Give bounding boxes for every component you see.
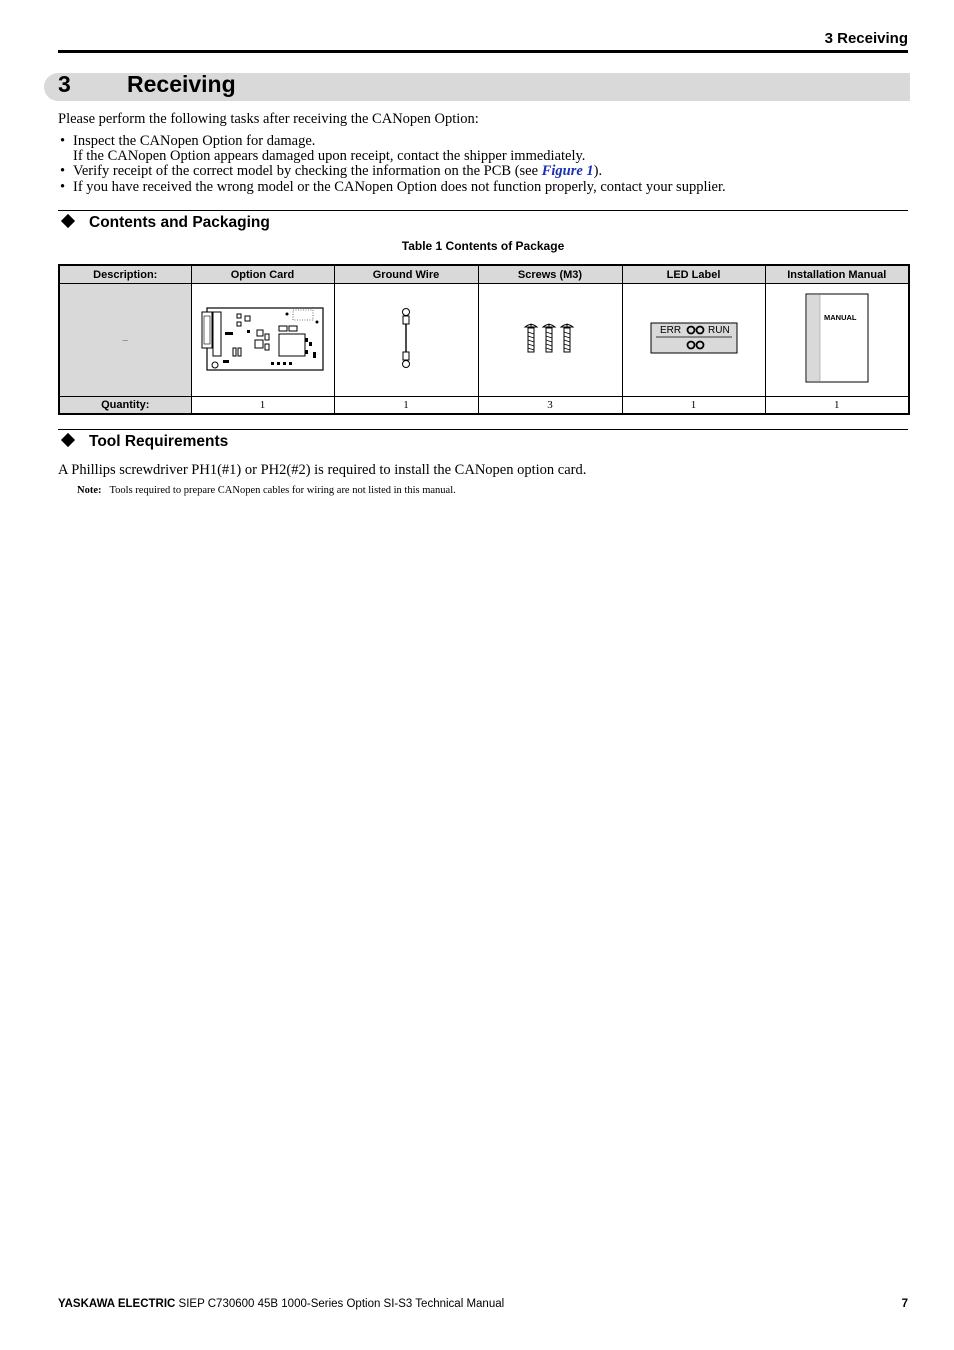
note-text: Tools required to prepare CANopen cables for wiring are not listed in this manual. bbox=[109, 485, 456, 496]
footer-doc-info bbox=[58, 1298, 504, 1310]
task-list bbox=[58, 134, 726, 195]
quantity-row bbox=[59, 397, 909, 415]
subsection-rule bbox=[58, 210, 908, 211]
column-header: Screws (M3) bbox=[478, 265, 622, 284]
subsection-rule bbox=[58, 429, 908, 430]
quantity-value: 1 bbox=[334, 397, 478, 415]
manual-cell bbox=[765, 284, 909, 397]
diamond-bullet-icon bbox=[61, 214, 75, 228]
led-label-icon bbox=[650, 322, 738, 354]
diamond-bullet-icon bbox=[61, 433, 75, 447]
running-header: 3 Receiving bbox=[824, 30, 908, 47]
header-rule bbox=[58, 50, 908, 53]
subsection-heading-tools: Tool Requirements bbox=[60, 433, 228, 451]
figure-link[interactable]: Figure 1 bbox=[541, 163, 594, 180]
led-err-label: ERR bbox=[659, 324, 681, 336]
quantity-value: 1 bbox=[765, 397, 909, 415]
list-item-text: If you have received the wrong model or the CANopen Option does not function properly, contact your supplier. bbox=[73, 178, 726, 195]
list-item-text: Verify receipt of the correct model by checking the information on the PCB (see bbox=[73, 163, 542, 180]
column-header: Ground Wire bbox=[334, 265, 478, 284]
table-caption: Table 1 Contents of Package bbox=[401, 239, 565, 253]
contents-table bbox=[58, 264, 910, 415]
led-run-label: RUN bbox=[707, 324, 730, 336]
footer-brand: YASKAWA ELECTRIC bbox=[58, 1298, 176, 1310]
note bbox=[77, 485, 456, 496]
intro-paragraph: Please perform the following tasks after receiving the CANopen Option: bbox=[58, 111, 479, 127]
quantity-value: 1 bbox=[191, 397, 334, 415]
ground-wire-icon bbox=[399, 307, 413, 369]
column-header: Option Card bbox=[191, 265, 334, 284]
section-number: 3 bbox=[58, 71, 71, 97]
quantity-value: 1 bbox=[622, 397, 765, 415]
list-item: • Inspect the CANopen Option for damage. If the CANopen Option appears damaged upon receipt, contact the shipper immediately. bbox=[60, 133, 586, 165]
option-card-cell bbox=[191, 284, 334, 397]
section-title: Receiving bbox=[127, 71, 236, 97]
subsection-heading-contents: Contents and Packaging bbox=[60, 214, 270, 232]
quantity-label: Quantity: bbox=[59, 397, 191, 415]
ground-wire-cell bbox=[334, 284, 478, 397]
table-row bbox=[59, 284, 909, 397]
list-item: • Verify receipt of the correct model by checking the information on the PCB (see Figure 1). bbox=[60, 163, 603, 180]
column-header: Description: bbox=[59, 265, 191, 284]
column-header: LED Label bbox=[622, 265, 765, 284]
list-item-text: If the CANopen Option appears damaged upon receipt, contact the shipper immediately. bbox=[73, 148, 586, 165]
screws-cell bbox=[478, 284, 622, 397]
table-header-row bbox=[59, 265, 909, 284]
tool-requirement-text: A Phillips screwdriver PH1(#1) or PH2(#2) is required to install the CANopen option card. bbox=[58, 462, 587, 478]
option-card-icon bbox=[201, 302, 325, 374]
manual-title: MANUAL bbox=[823, 312, 857, 322]
manual-book-icon bbox=[805, 293, 869, 383]
column-header: Installation Manual bbox=[765, 265, 909, 284]
screws-icon bbox=[522, 322, 578, 354]
note-label: Note: bbox=[77, 485, 102, 496]
led-label-cell bbox=[622, 284, 765, 397]
list-item-text: ). bbox=[593, 163, 603, 180]
page-number: 7 bbox=[901, 1298, 908, 1310]
footer-doc-title: SIEP C730600 45B 1000-Series Option SI-S3 Technical Manual bbox=[175, 1298, 505, 1310]
list-item-text: Inspect the CANopen Option for damage. bbox=[73, 133, 316, 149]
quantity-value: 3 bbox=[478, 397, 622, 415]
image-row-label: – bbox=[59, 284, 191, 397]
list-item: • If you have received the wrong model or the CANopen Option does not function properly, contact your supplier. bbox=[60, 178, 726, 195]
